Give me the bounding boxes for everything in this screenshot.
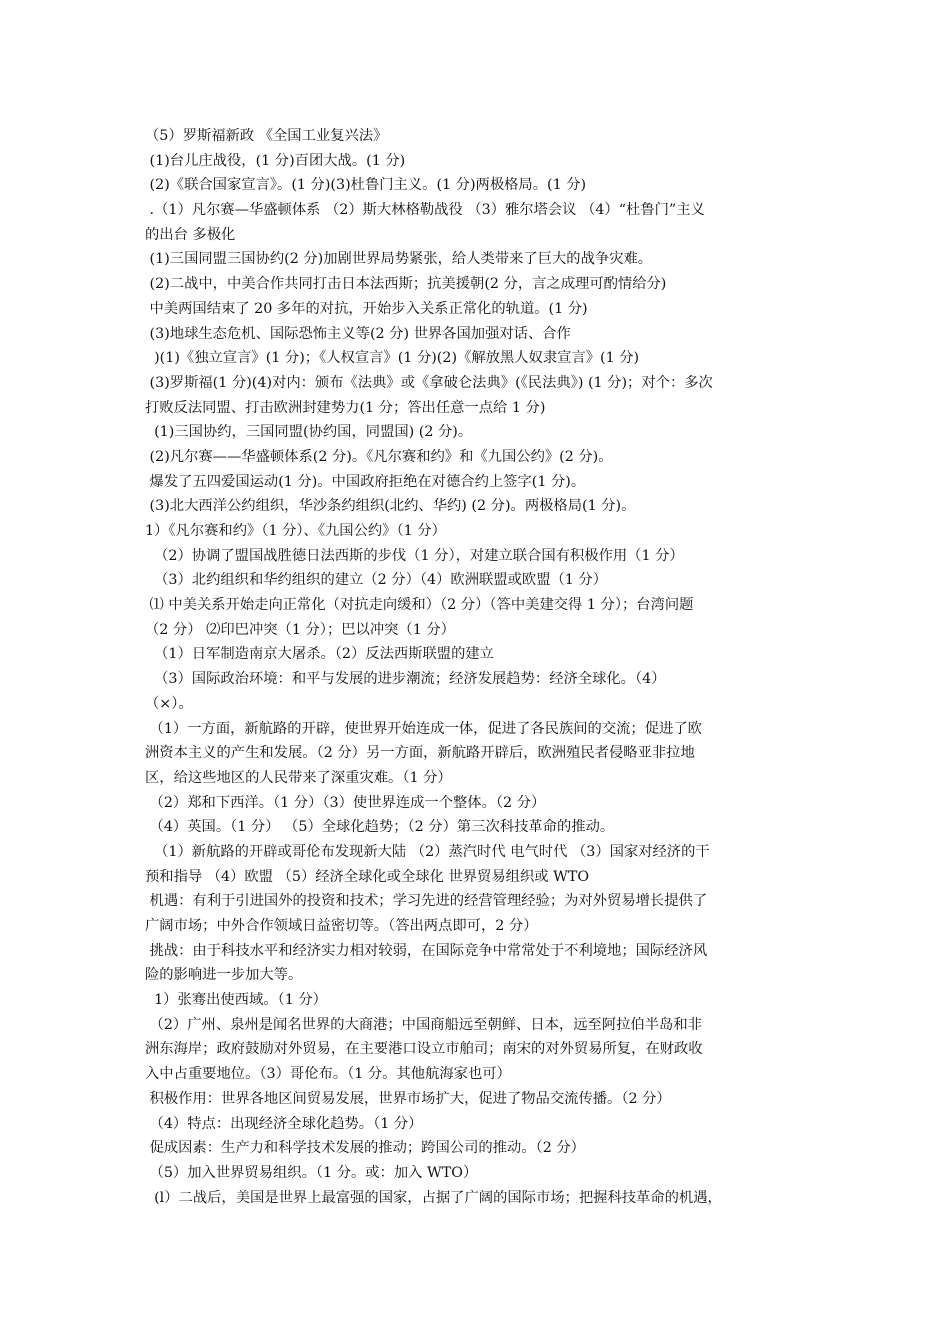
text-line: （5）加入世界贸易组织。（1 分。或：加入 WTO） (145, 1164, 478, 1181)
text-line: (2)《联合国家宣言》。(1 分)(3)杜鲁门主义。(1 分)两极格局。(1 分) (145, 177, 587, 194)
text-line: （3）国际政治环境：和平与发展的进步潮流；经济发展趋势：经济全球化。（4） (145, 671, 666, 688)
text-line: (3)地球生态危机、国际恐怖主义等(2 分) 世界各国加强对话、合作 (145, 325, 571, 342)
text-line: （1）一方面，新航路的开辟，使世界开始连成一体，促进了各民族间的交流；促进了欧 (145, 720, 702, 737)
text-line: 促成因素：生产力和科学技术发展的推动；跨国公司的推动。（2 分） (145, 1140, 585, 1157)
text-line: （4）英国。（1 分） （5）全球化趋势；（2 分）第三次科技革命的推动。 (145, 819, 615, 836)
text-line: （4）特点：出现经济全球化趋势。（1 分） (145, 1115, 423, 1132)
text-line: 洲资本主义的产生和发展。（2 分）另一方面，新航路开辟后，欧洲殖民者侵略亚非拉地 (145, 745, 695, 762)
text-line: （×）。 (145, 695, 193, 712)
text-line: （2）郑和下西洋。（1 分）（3）使世界连成一个整体。（2 分） (145, 794, 546, 811)
text-line: （3）北约组织和华约组织的建立（2 分）（4）欧洲联盟或欧盟（1 分） (145, 572, 608, 589)
text-line: (1)三国协约，三国同盟(协约国，同盟国) (2 分)。 (145, 424, 473, 441)
text-line: (1)三国同盟三国协约(2 分)加剧世界局势紧张，给人类带来了巨大的战争灾难。 (145, 251, 653, 268)
text-line: 洲东海岸；政府鼓励对外贸易，在主要港口设立市舶司；南宋的对外贸易所复，在财政收 (145, 1041, 703, 1058)
text-line: 入中占重要地位。（3）哥伦布。（1 分。其他航海家也可） (145, 1066, 511, 1083)
text-line: 1）《凡尔赛和约》（1 分）、《九国公约》（1 分） (145, 523, 446, 539)
text-line: （2）广州、泉州是闻名世界的大商港；中国商船远至朝鲜、日本，远至阿拉伯半岛和非 (145, 1016, 702, 1033)
text-line: 机遇：有利于引进国外的投资和技术；学习先进的经营管理经验；为对外贸易增长提供了 (145, 893, 708, 910)
text-line: ⑴ 中美关系开始走向正常化（对抗走向缓和）（2 分）（答中美建交得 1 分）；台湾问题 (145, 597, 694, 614)
text-line: (1)台儿庄战役，(1 分)百团大战。(1 分) (145, 152, 406, 169)
text-line: （5）罗斯福新政 《全国工业复兴法》 (145, 128, 388, 144)
text-line: (2)二战中，中美合作共同打击日本法西斯；抗美援朝(2 分，言之成理可酌情给分) (145, 276, 667, 293)
text-line: （2）协调了盟国战胜德日法西斯的步伐（1 分），对建立联合国有积极作用（1 分） (145, 547, 684, 564)
text-line: .（1）凡尔赛—华盛顿体系 （2）斯大林格勒战役 （3）雅尔塔会议 （4）“杜鲁门”主义 (145, 202, 705, 219)
text-line: （2 分） ⑵印巴冲突（1 分）；巴以冲突（1 分） (145, 621, 455, 638)
text-line: 1）张骞出使西域。（1 分） (145, 992, 327, 1009)
text-line: 预和指导 （4）欧盟 （5）经济全球化或全球化 世界贸易组织或 WTO (145, 868, 590, 885)
text-line: (l）二战后，美国是世界上最富强的国家，占据了广阔的国际市场；把握科技革命的机遇， (145, 1189, 722, 1206)
text-line: 广阔市场；中外合作领域日益密切等。（答出两点即可，2 分） (145, 918, 538, 934)
text-line: 打败反法同盟、打击欧洲封建势力(1 分；答出任意一点给 1 分) (145, 399, 546, 416)
text-line: (2)凡尔赛——华盛顿体系(2 分)。《凡尔赛和约》和《九国公约》(2 分)。 (145, 448, 613, 465)
text-line: 挑战：由于科技水平和经济实力相对较弱，在国际竞争中常常处于不利境地；国际经济风 (145, 942, 708, 959)
text-line: (3)罗斯福(1 分)(4)对内：颁布《法典》或《拿破仑法典》(《民法典》) (1 分)；对个：多次 (145, 374, 713, 391)
text-line: （1）新航路的开辟或哥伦布发现新大陆 （2）蒸汽时代 电气时代 （3）国家对经济的干 (145, 843, 710, 860)
text-line: 积极作用：世界各地区间贸易发展，世界市场扩大，促进了物品交流传播。（2 分） (145, 1090, 671, 1107)
text-line: （1）日军制造南京大屠杀。（2）反法西斯联盟的建立 (145, 646, 494, 663)
answer-text-block (145, 124, 813, 1210)
text-line: 区，给这些地区的人民带来了深重灾难。（1 分） (145, 769, 452, 786)
text-line: )(1)《独立宣言》(1 分)；《人权宣言》(1 分)(2)《解放黑人奴隶宣言》(1 分) (145, 350, 640, 367)
text-line: 爆发了五四爱国运动(1 分)。中国政府拒绝在对德合约上签字(1 分)。 (145, 473, 586, 490)
text-line: 中美两国结束了 20 多年的对抗，开始步入关系正常化的轨道。(1 分) (145, 300, 588, 317)
text-line: 的出台 多极化 (145, 226, 236, 243)
text-line: (3)北大西洋公约组织，华沙条约组织(北约、华约) (2 分)。两极格局(1 分)。 (145, 498, 636, 515)
text-line: 险的影响进一步加大等。 (145, 967, 303, 984)
